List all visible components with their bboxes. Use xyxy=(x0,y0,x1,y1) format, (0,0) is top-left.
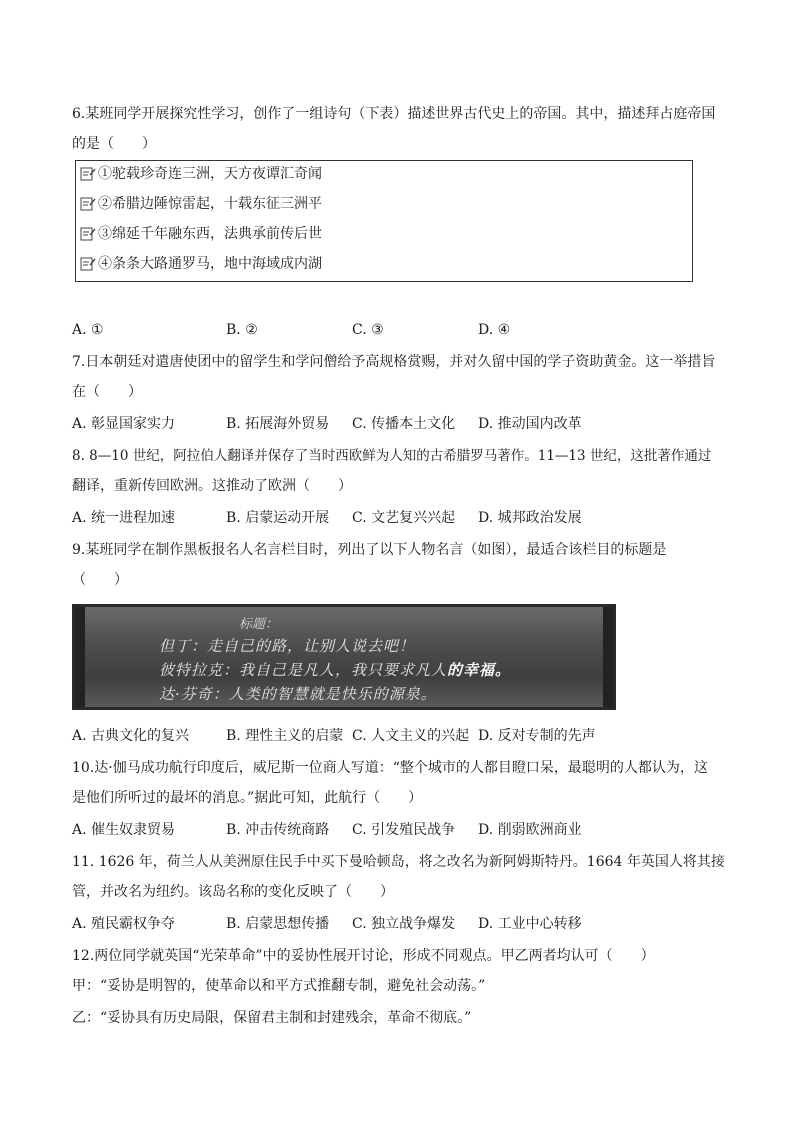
board-frame-left xyxy=(75,607,85,707)
option-c: C. 文艺复兴兴起 xyxy=(352,510,456,526)
board-quote-dante: 但丁：走自己的路，让别人说去吧！ xyxy=(159,637,416,655)
option-a: A. ① xyxy=(72,322,104,338)
q11-stem-line2: 管，并改名为纽约。该岛名称的变化反映了（ ） xyxy=(72,884,394,900)
q9-stem-line2: （ ） xyxy=(72,572,128,588)
verse-text: ③绵延千年融东西，法典承前传后世 xyxy=(98,226,322,242)
option-b: B. 启蒙思想传播 xyxy=(226,916,330,932)
verse-text: ②希腊边陲惊雷起，十载东征三洲平 xyxy=(98,196,322,212)
blackboard-image xyxy=(72,604,616,710)
option-a: A. 古典文化的复兴 xyxy=(72,728,190,744)
verse-row xyxy=(80,163,322,185)
q8-stem-line1: 8. 8—10 世纪，阿拉伯人翻译并保存了当时西欧鲜为人知的古希腊罗马著作。11—13 世纪，这批著作通过 xyxy=(72,448,712,464)
board-quote-petrarch: 彼特拉克：我自己是凡人，我只要求凡人的幸福。 xyxy=(159,661,512,679)
option-a: A. 催生奴隶贸易 xyxy=(72,822,176,838)
verse-row xyxy=(80,193,322,215)
option-b: B. 启蒙运动开展 xyxy=(226,510,330,526)
verse-text: ④条条大路通罗马，地中海域成内湖 xyxy=(98,256,322,272)
q8-stem-line2: 翻译，重新传回欧洲。这推动了欧洲（ ） xyxy=(72,478,352,494)
option-c: C. ③ xyxy=(352,322,384,338)
q12-view-jia: 甲：“妥协是明智的，使革命以和平方式推翻专制，避免社会动荡。” xyxy=(72,978,486,994)
q6-stem-line1: 6.某班同学开展探究性学习，创作了一组诗句（下表）描述世界古代史上的帝国。其中，描述拜占庭帝国 xyxy=(72,106,716,122)
verse-row xyxy=(80,253,322,275)
q10-stem-line2: 是他们所听过的最坏的消息。”据此可知，此航行（ ） xyxy=(72,790,423,806)
option-b: B. 理性主义的启蒙 xyxy=(226,728,344,744)
q7-stem-line1: 7.日本朝廷对遣唐使团中的留学生和学问僧给予高规格赏赐，并对久留中国的学子资助黄金。这一举措旨 xyxy=(72,354,716,370)
option-c: C. 传播本土文化 xyxy=(352,416,456,432)
board-title-label: 标题： xyxy=(239,617,279,632)
q11-stem-line1: 11. 1626 年，荷兰人从美洲原住民手中买下曼哈顿岛，将之改名为新阿姆斯特丹。1664 年英国人将其接 xyxy=(72,854,725,870)
note-edit-icon xyxy=(80,255,96,271)
q6-stem-line2: 的是（ ） xyxy=(72,136,156,152)
option-c: C. 独立战争爆发 xyxy=(352,916,456,932)
option-b: B. 拓展海外贸易 xyxy=(226,416,330,432)
q12-view-yi: 乙：“妥协具有历史局限，保留君主制和封建残余，革命不彻底。” xyxy=(72,1010,472,1026)
option-d: D. 工业中心转移 xyxy=(478,916,582,932)
q10-stem-line1: 10.达·伽马成功航行印度后，威尼斯一位商人写道：“整个城市的人都目瞪口呆，最聪明的人都认为，这 xyxy=(72,760,708,776)
verse-text: ①驼载珍奇连三洲，天方夜谭汇奇闻 xyxy=(98,166,322,182)
board-frame-right xyxy=(603,607,613,707)
note-edit-icon xyxy=(80,165,96,181)
option-a: A. 彰显国家实力 xyxy=(72,416,176,432)
board-quote-davinci: 达·芬奇：人类的智慧就是快乐的源泉。 xyxy=(159,685,437,703)
option-d: D. 城邦政治发展 xyxy=(478,510,582,526)
option-a: A. 殖民霸权争夺 xyxy=(72,916,176,932)
option-b: B. 冲击传统商路 xyxy=(226,822,330,838)
note-edit-icon xyxy=(80,225,96,241)
option-b: B. ② xyxy=(226,322,258,338)
option-d: D. 反对专制的先声 xyxy=(478,728,596,744)
q12-stem-line1: 12.两位同学就英国“光荣革命”中的妥协性展开讨论，形成不同观点。甲乙两者均认可（ ） xyxy=(72,948,655,964)
note-edit-icon xyxy=(80,195,96,211)
option-a: A. 统一进程加速 xyxy=(72,510,176,526)
option-c: C. 人文主义的兴起 xyxy=(352,728,470,744)
verse-row xyxy=(80,223,322,245)
q7-stem-line2: 在（ ） xyxy=(72,384,142,400)
option-d: D. ④ xyxy=(478,322,511,338)
option-d: D. 削弱欧洲商业 xyxy=(478,822,582,838)
verse-table xyxy=(75,160,693,282)
option-c: C. 引发殖民战争 xyxy=(352,822,456,838)
option-d: D. 推动国内改革 xyxy=(478,416,582,432)
q9-stem-line1: 9.某班同学在制作黑板报名人名言栏目时，列出了以下人物名言（如图），最适合该栏目的标题是 xyxy=(72,542,667,558)
